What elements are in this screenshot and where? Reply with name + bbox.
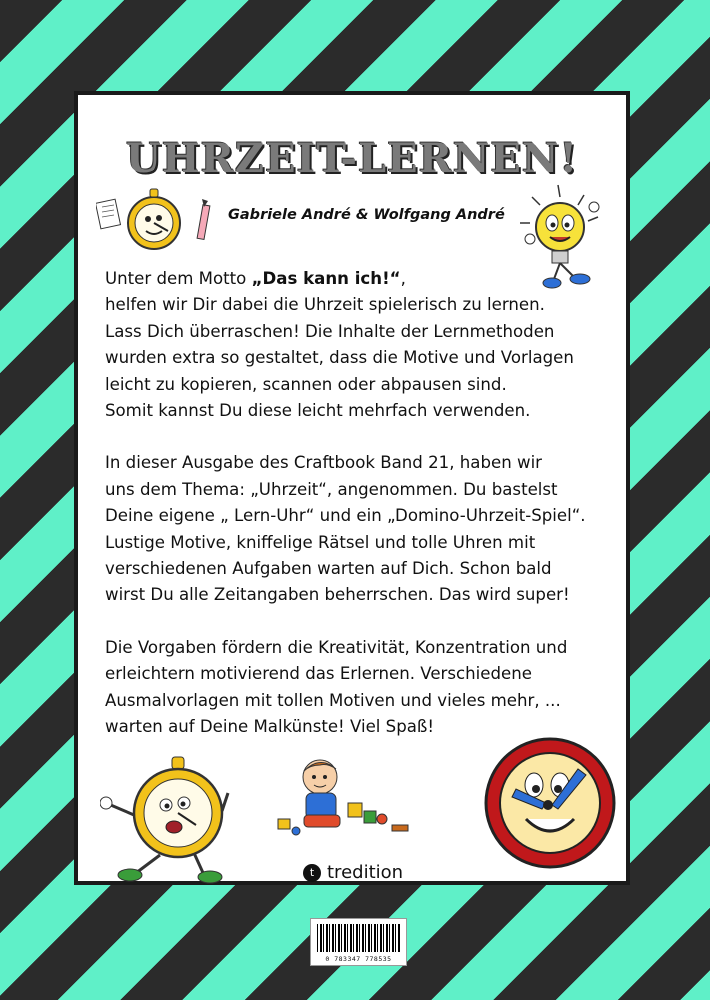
book-title: UHRZEIT-LERNEN!: [125, 135, 579, 182]
text-span: ,: [400, 269, 406, 288]
text-line: erleichtern motivierend das Erlernen. Verschiedene: [105, 664, 532, 684]
text-line: Lass Dich überraschen! Die Inhalte der Lernmethoden: [105, 321, 555, 341]
barcode-bars: [317, 924, 400, 952]
motto-text: „Das kann ich!“: [251, 269, 401, 288]
text-line: uns dem Thema: „Uhrzeit“, angenommen. Du bastelst: [105, 479, 558, 499]
publisher-name: tredition: [327, 862, 404, 883]
paragraph-benefits: [105, 635, 610, 741]
text-line: In dieser Ausgabe des Craftbook Band 21, haben wir: [105, 453, 543, 473]
author-names: Gabriele André & Wolfgang André: [228, 207, 505, 223]
text-line: Die Vorgaben fördern die Kreativität, Konzentration und: [105, 637, 568, 657]
paragraph-edition: [105, 450, 610, 608]
publisher-mark: [303, 862, 403, 883]
wall-clock-icon: [482, 735, 618, 871]
blurb-text: [105, 266, 610, 767]
text-span: Unter dem Motto: [105, 269, 252, 288]
text-line: Ausmalvorlagen mit tollen Motiven und vieles mehr, ...: [105, 690, 561, 710]
cover-panel: [74, 91, 630, 885]
text-line: leicht zu kopieren, scannen oder abpausen sind.: [105, 374, 507, 394]
text-line: verschiedenen Aufgaben warten auf Dich. Schon bald: [105, 559, 552, 579]
pocket-watch-icon: [96, 187, 224, 253]
text-line: helfen wir Dir dabei die Uhrzeit spielerisch zu lernen.: [105, 295, 545, 315]
paragraph-motto: [105, 266, 610, 424]
isbn-barcode: [310, 918, 407, 966]
text-line: warten auf Deine Malkünste! Viel Spaß!: [105, 717, 435, 737]
child-playing-icon: [268, 755, 418, 839]
tredition-logo-icon: t: [303, 864, 321, 882]
text-line: [105, 266, 610, 292]
barcode-digits: 0 783347 778535: [325, 955, 392, 963]
running-watch-icon: [100, 755, 230, 885]
text-line: wurden extra so gestaltet, dass die Motive und Vorlagen: [105, 348, 574, 368]
text-line: wirst Du alle Zeitangaben beherrschen. Das wird super!: [105, 585, 570, 605]
text-line: Deine eigene „ Lern-Uhr“ und ein „Domino-Uhrzeit-Spiel“.: [105, 506, 586, 526]
text-line: Lustige Motive, kniffelige Rätsel und tolle Uhren mit: [105, 532, 536, 552]
text-line: Somit kannst Du diese leicht mehrfach verwenden.: [105, 401, 531, 421]
